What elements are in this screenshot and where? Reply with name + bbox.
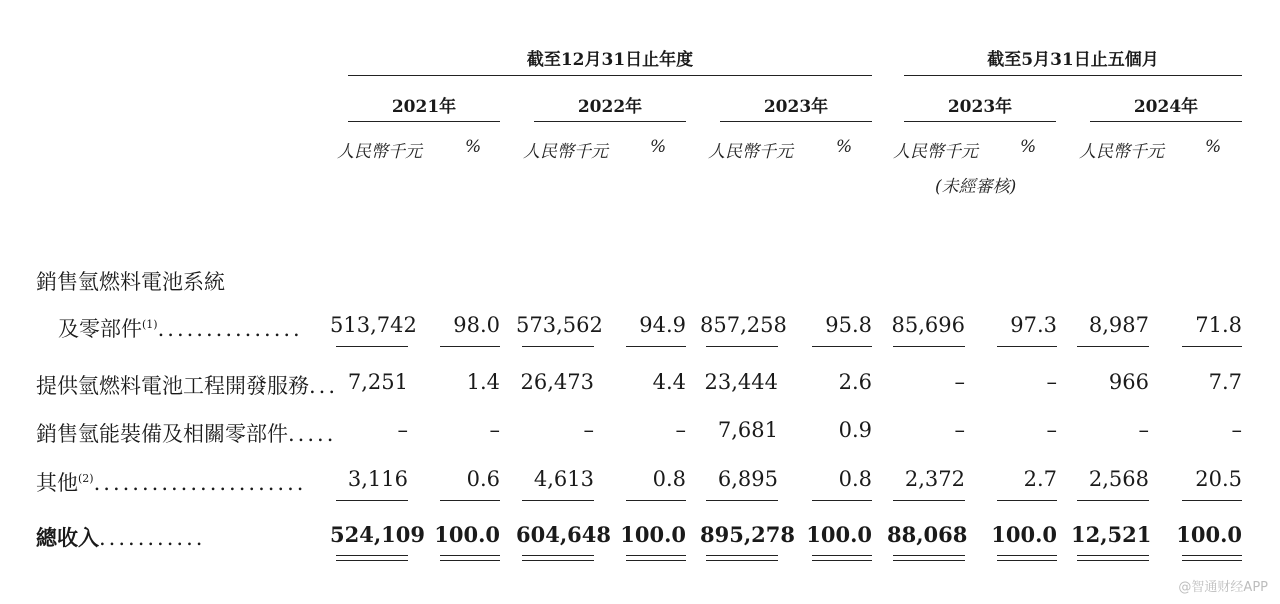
double-underline [440, 555, 500, 556]
table-cell: – [489, 418, 500, 442]
table-cell: 100.0 [1176, 522, 1242, 547]
cell-underline [1077, 500, 1149, 501]
table-cell: 3,116 [347, 467, 408, 491]
table-cell: – [1231, 418, 1242, 442]
year-header-2022: 2022年 [577, 97, 643, 117]
cell-underline [626, 500, 686, 501]
row-label-text: 及零部件 [58, 317, 142, 341]
cell-underline [1182, 346, 1242, 347]
table-cell: – [675, 418, 686, 442]
cell-underline [1182, 500, 1242, 501]
table-cell: 895,278 [700, 522, 795, 547]
year-header-2023: 2023年 [763, 97, 829, 117]
double-underline [893, 555, 965, 556]
cell-underline [522, 500, 594, 501]
double-underline [1077, 560, 1149, 561]
year-header-2023-5m: 2023年 [947, 97, 1013, 117]
double-underline [336, 555, 408, 556]
cell-underline [522, 346, 594, 347]
cell-underline [893, 346, 965, 347]
table-cell: 0.8 [652, 467, 686, 491]
unit-currency: 人民幣千元 [1079, 142, 1164, 162]
cell-underline [440, 500, 500, 501]
unit-currency: 人民幣千元 [893, 142, 978, 162]
period-five-months-rule [904, 75, 1242, 76]
unaudited-note: (未經審核) [935, 177, 1017, 197]
table-cell: 100.0 [620, 522, 686, 547]
unit-currency: 人民幣千元 [708, 142, 793, 162]
table-cell: 88,068 [887, 522, 968, 547]
cell-underline [706, 500, 778, 501]
row-label-text: 提供氫燃料電池工程開發服務 [36, 374, 309, 398]
table-cell: 573,562 [516, 313, 603, 337]
cell-underline [336, 500, 408, 501]
cell-underline [1077, 346, 1149, 347]
table-cell: 20.5 [1195, 467, 1242, 491]
cell-underline [336, 346, 408, 347]
unit-percent: % [465, 137, 482, 157]
cell-underline [626, 346, 686, 347]
footnote-marker: (1) [142, 318, 158, 331]
year-rule [348, 121, 500, 122]
year-rule [1090, 121, 1242, 122]
table-cell: 71.8 [1195, 313, 1242, 337]
table-cell: – [954, 418, 965, 442]
unit-percent: % [650, 137, 667, 157]
table-cell: 100.0 [806, 522, 872, 547]
unit-percent: % [836, 137, 853, 157]
table-cell: 85,696 [891, 313, 965, 337]
unit-percent: % [1205, 137, 1222, 157]
double-underline [1182, 555, 1242, 556]
cell-underline [997, 500, 1057, 501]
row-label-text: 其他 [36, 471, 78, 495]
table-cell: 0.9 [838, 418, 872, 442]
cell-underline [997, 346, 1057, 347]
unit-percent: % [1020, 137, 1037, 157]
leader-dots: ... [309, 374, 339, 398]
period-annual-header: 截至12月31日止年度 [526, 50, 694, 70]
table-cell: 0.8 [838, 467, 872, 491]
double-underline [1077, 555, 1149, 556]
table-cell: 6,895 [717, 467, 778, 491]
table-cell: 2.6 [838, 370, 872, 394]
table-cell: – [1046, 370, 1057, 394]
table-cell: 4,613 [533, 467, 594, 491]
table-cell: 12,521 [1071, 522, 1152, 547]
double-underline [1182, 560, 1242, 561]
row-label [58, 313, 303, 343]
table-cell: 7,681 [717, 418, 778, 442]
table-cell: – [1138, 418, 1149, 442]
cell-underline [812, 500, 872, 501]
double-underline [522, 555, 594, 556]
table-cell: – [954, 370, 965, 394]
table-cell: 2,372 [904, 467, 965, 491]
row-label [36, 370, 338, 400]
table-cell: 7.7 [1208, 370, 1242, 394]
row-label-total [36, 522, 205, 552]
table-cell: 8,987 [1088, 313, 1149, 337]
table-cell: 524,109 [330, 522, 425, 547]
leader-dots: ...................... [93, 471, 307, 495]
year-rule [904, 121, 1056, 122]
leader-dots: ........... [99, 526, 206, 550]
double-underline [336, 560, 408, 561]
row-label-text: 銷售氫能裝備及相關零部件 [36, 422, 288, 446]
cell-underline [812, 346, 872, 347]
double-underline [440, 560, 500, 561]
row-label [36, 467, 306, 497]
double-underline [626, 555, 686, 556]
cell-underline [440, 346, 500, 347]
leader-dots: ............... [157, 317, 303, 341]
watermark: @智通财经APP [1178, 580, 1268, 595]
period-five-months-header: 截至5月31日止五個月 [987, 50, 1159, 70]
footnote-marker: (2) [78, 472, 94, 485]
table-cell: 1.4 [466, 370, 500, 394]
leader-dots: ..... [288, 422, 337, 446]
table-cell: 26,473 [520, 370, 594, 394]
table-cell: 7,251 [347, 370, 408, 394]
year-header-2024-5m: 2024年 [1133, 97, 1199, 117]
table-cell: – [583, 418, 594, 442]
unit-currency: 人民幣千元 [523, 142, 608, 162]
table-cell: 513,742 [330, 313, 417, 337]
row-label-line1: 銷售氫燃料電池系統 [36, 270, 225, 294]
unit-currency: 人民幣千元 [337, 142, 422, 162]
double-underline [706, 555, 778, 556]
double-underline [626, 560, 686, 561]
table-cell: 94.9 [639, 313, 686, 337]
table-cell: 95.8 [825, 313, 872, 337]
table-cell: 100.0 [434, 522, 500, 547]
table-cell: 2.7 [1023, 467, 1057, 491]
double-underline [812, 560, 872, 561]
table-cell: – [397, 418, 408, 442]
double-underline [812, 555, 872, 556]
table-cell: 4.4 [652, 370, 686, 394]
double-underline [997, 555, 1057, 556]
row-label [36, 418, 336, 448]
row-label-text: 總收入 [36, 525, 99, 550]
double-underline [522, 560, 594, 561]
table-cell: 0.6 [466, 467, 500, 491]
table-cell: – [1046, 418, 1057, 442]
table-cell: 23,444 [704, 370, 778, 394]
year-header-2021: 2021年 [391, 97, 457, 117]
table-cell: 97.3 [1010, 313, 1057, 337]
cell-underline [706, 346, 778, 347]
cell-underline [893, 500, 965, 501]
table-cell: 98.0 [453, 313, 500, 337]
double-underline [893, 560, 965, 561]
table-cell: 604,648 [516, 522, 611, 547]
year-rule [720, 121, 872, 122]
double-underline [706, 560, 778, 561]
table-cell: 857,258 [700, 313, 787, 337]
double-underline [997, 560, 1057, 561]
table-cell: 100.0 [991, 522, 1057, 547]
table-cell: 2,568 [1088, 467, 1149, 491]
table-cell: 966 [1108, 370, 1149, 394]
period-annual-rule [348, 75, 872, 76]
year-rule [534, 121, 686, 122]
